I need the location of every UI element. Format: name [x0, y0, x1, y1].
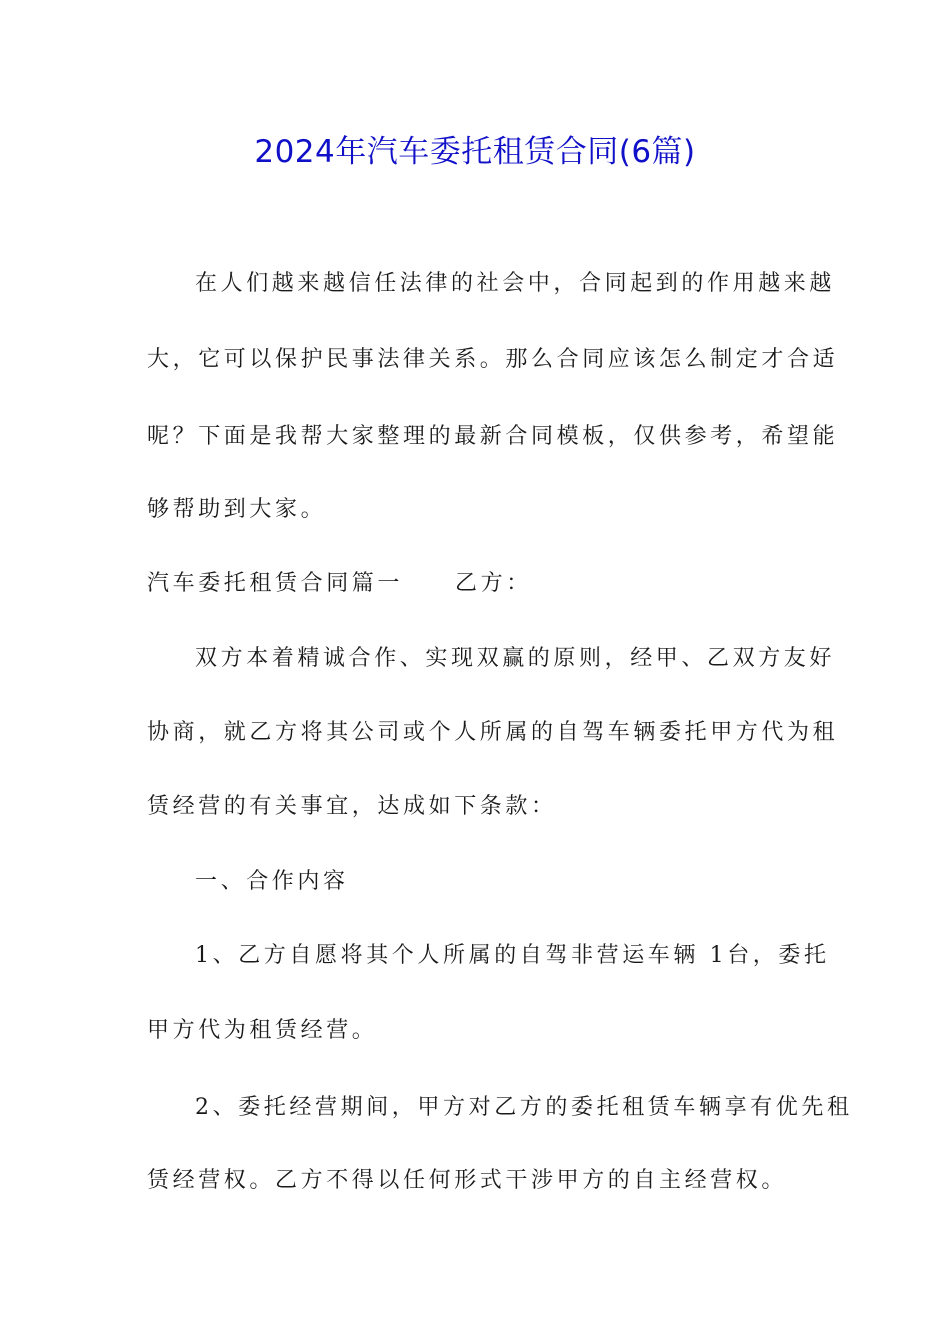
clause-heading: 一、合作内容 [195, 869, 349, 894]
intro-line: 大，它可以保护民事法律关系。那么合同应该怎么制定才合适 [147, 347, 839, 372]
intro-line: 在人们越来越信任法律的社会中，合同起到的作用越来越 [195, 271, 836, 296]
item2-line: 赁经营权。乙方不得以任何形式干涉甲方的自主经营权。 [147, 1168, 788, 1193]
item1-line: 1、乙方自愿将其个人所属的自驾非营运车辆 1台，委托 [195, 943, 830, 968]
preamble-line: 双方本着精诚合作、实现双赢的原则，经甲、乙双方友好 [195, 646, 836, 671]
intro-line: 呢？下面是我帮大家整理的最新合同模板，仅供参考，希望能 [147, 424, 839, 449]
intro-line: 够帮助到大家。 [147, 497, 327, 522]
party-b-label: 乙方： [455, 571, 532, 596]
preamble-line: 赁经营的有关事宜，达成如下条款： [147, 794, 557, 819]
document-title: 2024年汽车委托租赁合同(6篇) [254, 134, 696, 170]
item2-line: 2、委托经营期间，甲方对乙方的委托租赁车辆享有优先租 [195, 1095, 853, 1120]
section-heading-row [147, 568, 532, 600]
item1-line: 甲方代为租赁经营。 [147, 1018, 378, 1043]
preamble-line: 协商，就乙方将其公司或个人所属的自驾车辆委托甲方代为租 [147, 720, 839, 745]
section-heading: 汽车委托租赁合同篇一 [147, 571, 404, 596]
